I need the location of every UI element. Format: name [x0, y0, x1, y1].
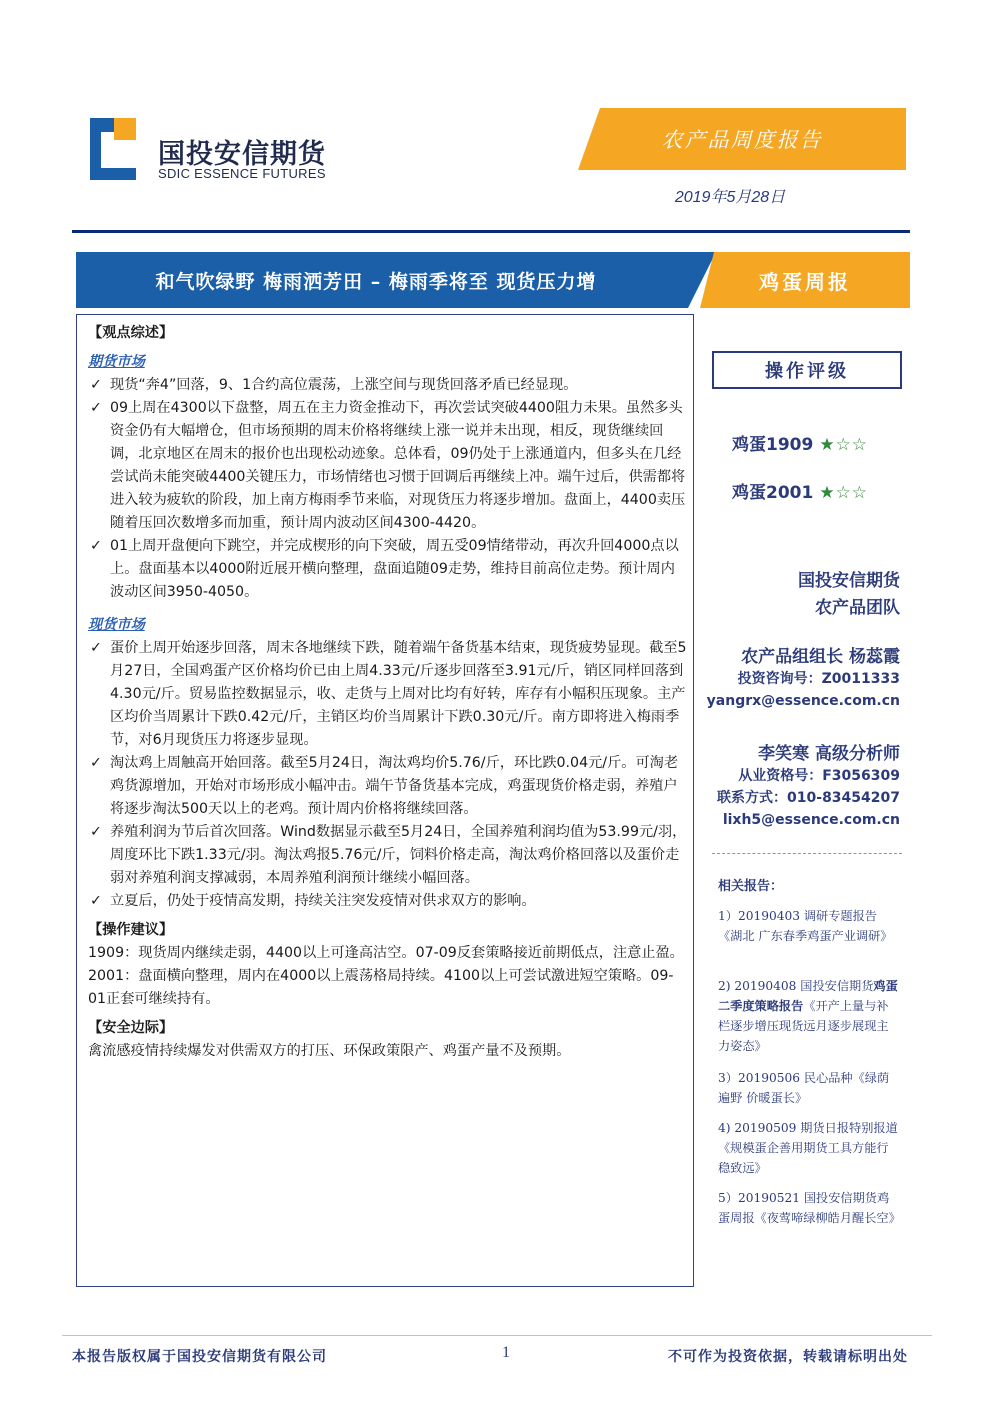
rating-contract: 鸡蛋1909: [732, 435, 814, 455]
company-logo: [90, 118, 326, 184]
header-divider: [72, 230, 910, 233]
related-report-text: 2) 20190408 国投安信期货: [718, 979, 874, 993]
analyst-email: yangrx@essence.com.cn: [706, 693, 900, 709]
list-item: [88, 535, 688, 604]
advice-line: 1909：现货周内继续走弱，4400以上可逢高沽空。07-09反套策略接近前期低点，注意止盈。: [88, 945, 684, 961]
logo-name-en: SDIC ESSENCE FUTURES: [158, 166, 326, 181]
related-report-item[interactable]: [718, 1118, 898, 1178]
analyst-name: 李笑寒 高级分析师: [758, 744, 900, 764]
check-icon: ✓: [90, 400, 102, 416]
product-banner: [700, 252, 910, 308]
related-report-text: 4) 20190509 期货日报特别报道《规模蛋企善用期货工具方能行稳致远》: [718, 1121, 898, 1175]
bullet-text: 01上周开盘便向下跳空，并完成楔形的向下突破，周五受09情绪带动，再次升回4000点以上。盘面基本以4000附近展开横向整理，盘面追随09走势，维持目前高位走势。预计周内波动区间3950-4050。: [110, 538, 679, 600]
risk-text: 禽流感疫情持续爆发对供需双方的打压、环保政策限产、鸡蛋产量不及预期。: [88, 1043, 571, 1059]
star-rating-icon: ★☆☆: [819, 435, 869, 455]
spot-market-title: 现货市场: [88, 617, 145, 633]
list-item: [88, 821, 688, 890]
related-report-title: 《开产上量与补栏逐步增压现货远月逐步展现主力姿态》: [718, 999, 889, 1053]
bullet-text: 养殖利润为节后首次回落。Wind数据显示截至5月24日，全国养殖利润均值为53.99元/羽，周度环比下跌1.33元/羽。淘汰鸡报5.76元/斤，饲料价格走高，淘汰鸡价格回落以及蛋价走弱对养殖利润支撑减弱，本周养殖利润预计继续小幅回落。: [110, 824, 687, 886]
bullet-text: 蛋价上周开始逐步回落，周末各地继续下跌，随着端午备货基本结束，现货疲势显现。截至5月27日，全国鸡蛋产区价格均价已由上周4.33元/斤逐步回落至3.91元/斤，销区同样回落到4.30元/斤。贸易监控数据显示，收、走货与上周对比均有好转，库存有小幅积压现象。主产区均价当周累计下跌0.42元/斤，主销区均价当周累计下跌0.30元/斤。南方即将进入梅雨季节，对6月现货压力将逐步显现。: [110, 640, 687, 748]
check-icon: ✓: [90, 377, 102, 393]
rating-title: 操作评级: [712, 351, 902, 389]
team-name: 农产品团队: [815, 598, 900, 618]
product-label: 鸡蛋周报: [759, 269, 851, 294]
analyst-license: 从业资格号：F3056309: [738, 768, 900, 784]
analyst-card: [690, 743, 900, 831]
footer-divider: [62, 1335, 932, 1336]
overview-heading: 【观点综述】: [88, 325, 174, 341]
team-company: 国投安信期货: [798, 571, 900, 591]
analyst-license: 投资咨询号：Z0011333: [737, 671, 900, 687]
risk-heading: 【安全边际】: [88, 1020, 174, 1036]
logo-name-cn: 国投安信期货: [158, 139, 326, 170]
bullet-text: 09上周在4300以下盘整，周五在主力资金推动下，再次尝试突破4400阻力未果。虽然多头资金仍有大幅增仓，但市场预期的周末价格将继续上涨一说并未出现，相反，现货继续回调，北京地区在周末的报价也出现松动迹象。总体看，09仍处于上涨通道内，但多头在几经尝试尚未能突破4400关键压力，市场情绪也习惯于回调后再继续上冲。端午过后，供需都将进入较为疲软的阶段，加上南方梅雨季节来临，对现货压力将逐步增加。盘面上，4400卖压随着压回次数增多而加重，预计周内波动区间4300-4420。: [110, 400, 686, 531]
related-reports-heading: 相关报告：: [718, 879, 784, 894]
list-item: [88, 752, 688, 821]
related-report-text: 3）20190506 民心品种《绿荫遍野 价暖蛋长》: [718, 1071, 890, 1105]
futures-market-title: 期货市场: [88, 354, 145, 370]
report-type-banner: [578, 108, 906, 170]
star-rating-icon: ★☆☆: [819, 483, 869, 503]
related-report-item[interactable]: [718, 976, 898, 1056]
check-icon: ✓: [90, 893, 102, 909]
list-item: [88, 374, 688, 397]
page-number: 1: [502, 1344, 510, 1361]
report-type-label: 农产品周度报告: [661, 128, 823, 152]
bullet-text: 立夏后，仍处于疫情高发期，持续关注突发疫情对供求双方的影响。: [110, 893, 536, 909]
sidebar-divider: [712, 853, 902, 854]
analyst-phone: 联系方式：010-83454207: [717, 790, 900, 806]
rating-contract: 鸡蛋2001: [732, 483, 814, 503]
related-report-text: 1）20190403 调研专题报告: [718, 909, 877, 923]
list-item: [88, 890, 688, 913]
related-report-bold: 鸡蛋二季度策略报告: [718, 979, 898, 1013]
logo-mark-icon: [90, 118, 136, 180]
check-icon: ✓: [90, 640, 102, 656]
bullet-text: 现货“奔4”回落，9、1合约高位震荡，上涨空间与现货回落矛盾已经显现。: [110, 377, 578, 393]
footer-copyright: 本报告版权属于国投安信期货有限公司: [72, 1349, 327, 1365]
related-report-item[interactable]: [718, 906, 898, 946]
rating-row: [732, 430, 912, 455]
footer-disclaimer: 不可作为投资依据，转载请标明出处: [668, 1349, 908, 1365]
analyst-name: 农产品组组长 杨蕊霞: [741, 647, 900, 667]
main-content: [88, 322, 688, 1063]
check-icon: ✓: [90, 538, 102, 554]
analyst-email: lixh5@essence.com.cn: [722, 812, 900, 828]
related-report-item[interactable]: [718, 1188, 901, 1228]
check-icon: ✓: [90, 755, 102, 771]
report-date: 2019年5月28日: [674, 189, 786, 206]
headline-text: 和气吹绿野 梅雨洒芳田 – 梅雨季将至 现货压力增: [155, 270, 597, 293]
analyst-card: [690, 646, 900, 712]
related-report-item[interactable]: [718, 1068, 898, 1108]
advice-heading: 【操作建议】: [88, 922, 174, 938]
list-item: [88, 397, 688, 535]
list-item: [88, 637, 688, 752]
rating-row: [732, 478, 912, 503]
related-report-title: 《湖北 广东春季鸡蛋产业调研》: [718, 929, 893, 943]
check-icon: ✓: [90, 824, 102, 840]
advice-line: 2001：盘面横向整理，周内在4000以上震荡格局持续。4100以上可尝试激进短空策略。09-01正套可继续持有。: [88, 968, 674, 1007]
bullet-text: 淘汰鸡上周触高开始回落。截至5月24日，淘汰鸡均价5.76/斤，环比跌0.04元/斤。可淘老鸡货源增加，开始对市场形成小幅冲击。端午节备货基本完成，鸡蛋现货价格走弱，养殖户将逐步淘汰500天以上的老鸡。预计周内价格将继续回落。: [110, 755, 679, 817]
headline-banner: [76, 252, 716, 308]
related-report-text: 5）20190521 国投安信期货鸡蛋周报《夜莺啼绿柳皓月醒长空》: [718, 1191, 901, 1225]
